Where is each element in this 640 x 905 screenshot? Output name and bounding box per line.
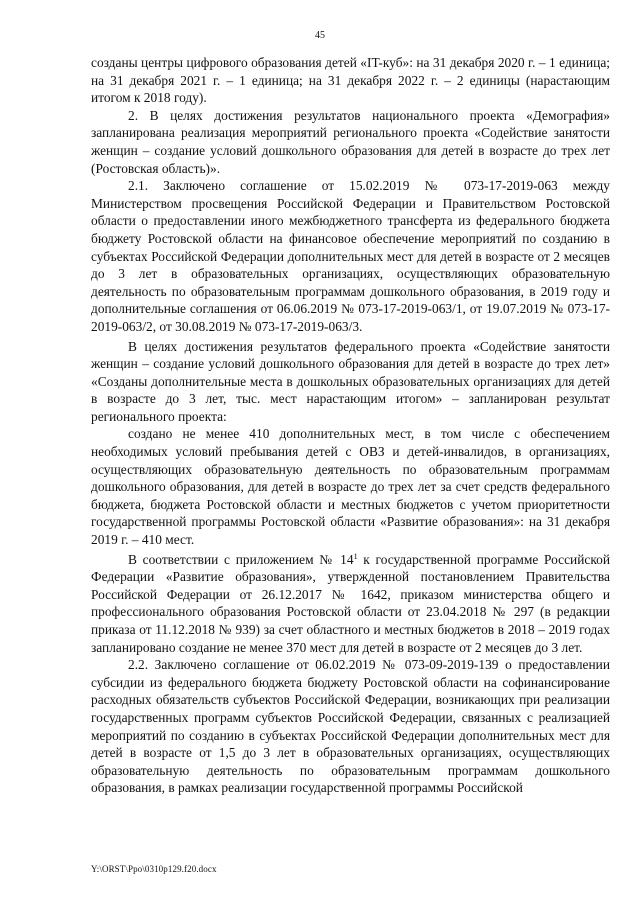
annex-text-start: В соответствии с приложением № 14 [128,551,354,567]
paragraph-agreement-2-1: 2.1. Заключено соглашение от 15.02.2019 № 073-17-2019-063 между Министерством просвещения Российской Федерации и Правительством Ростовской области о предоставлении иного межбюджетного трансферта из федерального бюджета бюджету Ростовской области на финансовое обеспечение мероприятий по созданию в субъектах Российской Федерации дополнительных мест для детей в возрасте от 2 месяцев до 3 лет в образовательных организациях, осуществляющих образовательную деятельность по образовательным программам дошкольного образования, в 2019 году и дополнительные соглашения от 06.06.2019 № 073-17-2019-063/1, от 19.07.2019 № 073-17-2019-063/2, от 30.08.2019 № 073-17-2019-063/3. [91,178,610,334]
page-number: 45 [315,30,325,41]
paragraph-it-cube: созданы центры цифрового образования детей «IT-куб»: на 31 декабря 2020 г. – 1 единица; на 31 декабря 2021 г. – 1 единица; на 31 декабря 2022 г. – 2 единицы (нарастающим итогом к 2018 году). [91,55,610,106]
footer-file-path: Y:\ORST\Ppo\0310p129.f20.docx [91,864,217,874]
document-body [91,54,610,797]
paragraph-demography-project: 2. В целях достижения результатов национального проекта «Демография» запланирована реализация мероприятий регионального проекта «Содействие занятости женщин – создание условий дошкольного образования для детей в возрасте до трех лет (Ростовская область)». [91,107,610,176]
paragraph-agreement-2-2: 2.2. Заключено соглашение от 06.02.2019 № 073-09-2019-139 о предоставлении субсидии из федерального бюджета бюджету Ростовской области на софинансирование расходных обязательств субъектов Российской Федерации, возникающих при реализации государственных программ субъектов Российской Федерации, связанных с реализацией мероприятий по созданию в субъектах Российской Федерации дополнительных мест для детей в возрасте от 1,5 до 3 лет в образовательных организациях, осуществляющих образовательную деятельность по образовательным программам дошкольного образования, в рамках реализации государственной программы Российской [91,657,610,796]
footnote-marker: 1 [353,551,358,561]
paragraph-annex-14 [91,551,610,657]
annex-text-end: к государственной программе Российской Федерации «Развитие образования», утвержденной постановлением Правительства Российской Федерации от 26.12.2017 № 1642, приказом министерства общего и профессионального образования Ростовской области от 23.04.2018 № 297 (в редакции приказа от 11.12.2018 № 939) за счет областного и местных бюджетов в 2018 – 2019 годах запланировано создание не менее 370 мест для детей в возрасте от 2 месяцев до 3 лет. [91,551,611,655]
paragraph-410-places: создано не менее 410 дополнительных мест, в том числе с обеспечением необходимых условий пребывания детей с ОВЗ и детей-инвалидов, в организациях, осуществляющих образовательную деятельность по образовательным программам дошкольного образования, для детей в возрасте до трех лет за счет средств федерального бюджета, бюджета Ростовской области и местных бюджетов с учетом приоритетности государственной программы Ростовской области «Развитие образования»: на 31 декабря 2019 г. – 410 мест. [91,426,610,548]
paragraph-federal-project-goals: В целях достижения результатов федерального проекта «Содействие занятости женщин – создание условий дошкольного образования для детей в возрасте до трех лет» «Созданы дополнительные места в дошкольных образовательных организациях для детей в возрасте до 3 лет, тыс. мест нарастающим итогом» – запланирован результат регионального проекта: [91,338,610,424]
